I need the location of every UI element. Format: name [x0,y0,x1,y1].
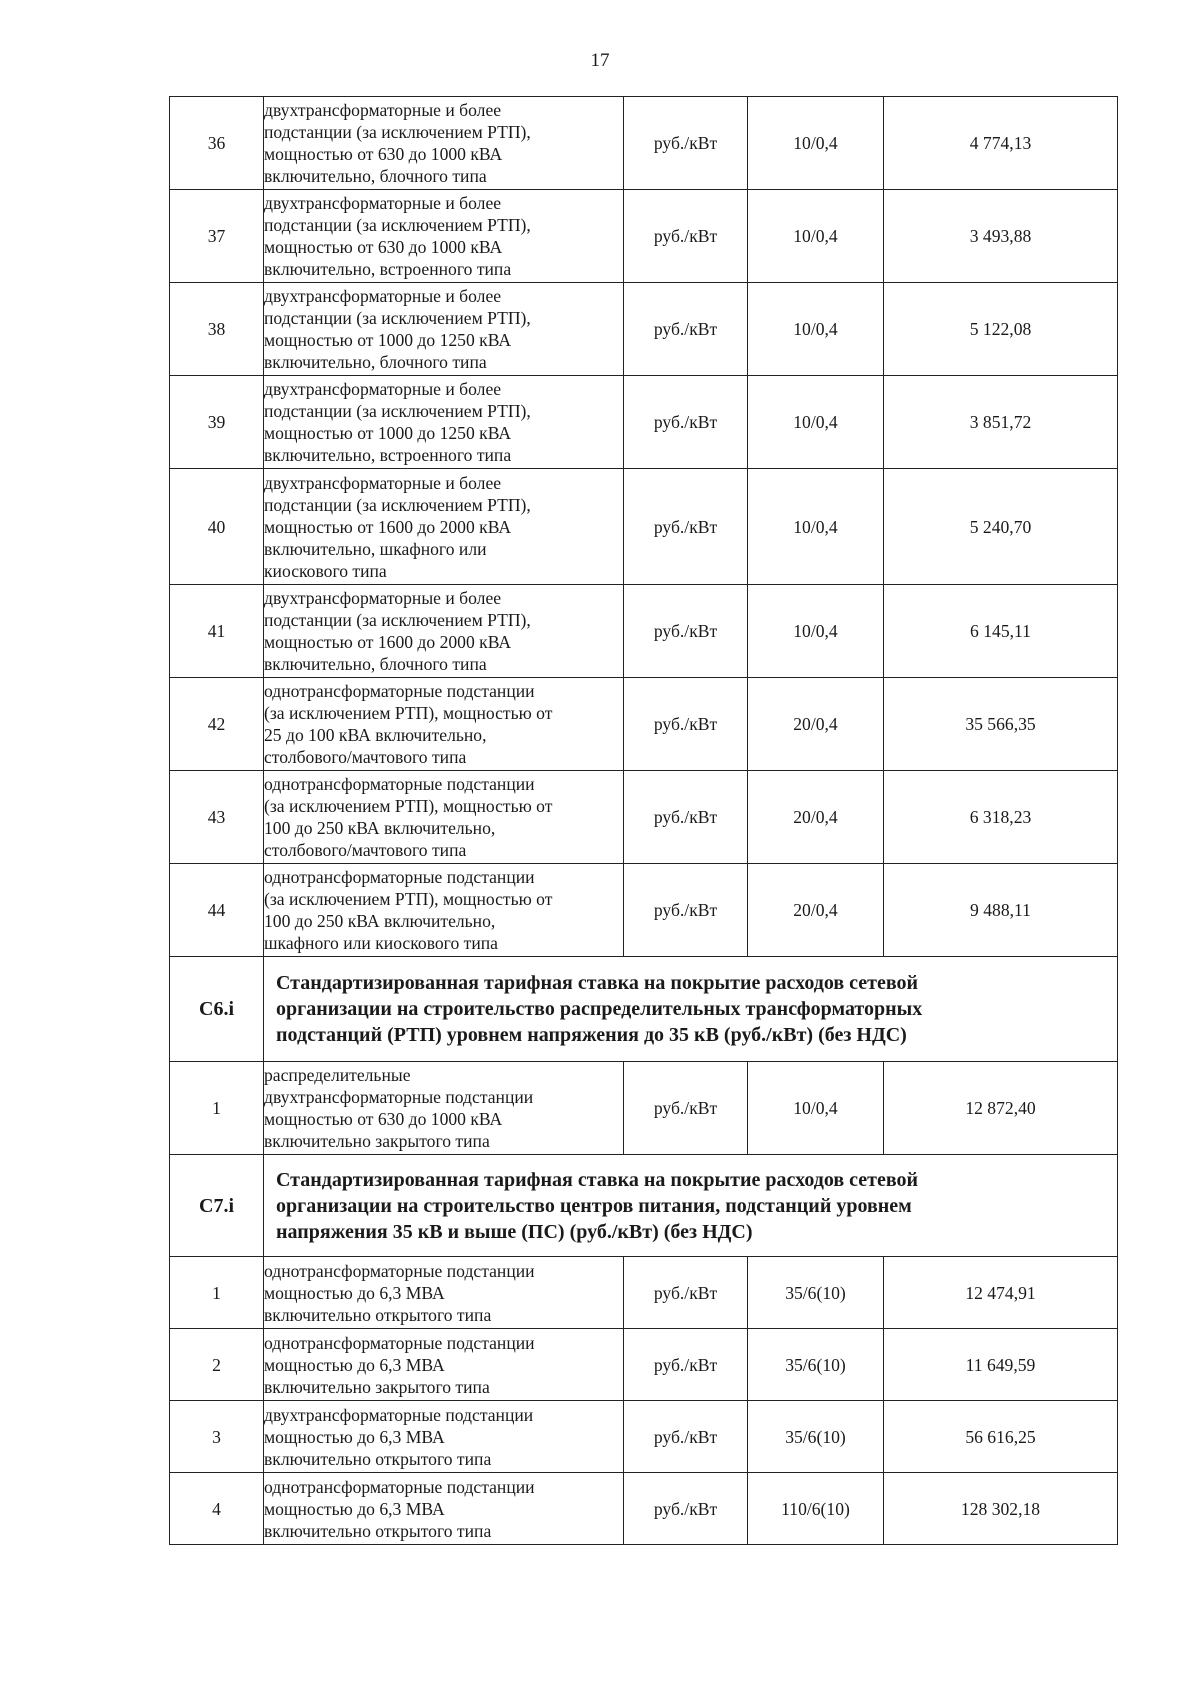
row-value: 35 566,35 [884,678,1118,771]
row-number: 38 [170,283,264,376]
row-number: 3 [170,1401,264,1473]
row-value: 9 488,11 [884,864,1118,957]
table-row [170,190,1118,283]
description-line: двухтрансформаторные и более [264,472,502,493]
row-number: 44 [170,864,264,957]
table-row [170,1257,1118,1329]
description-line: включительно, встроенного типа [264,445,512,465]
description-line: мощностью до 6,3 МВА [264,1426,445,1447]
row-unit: руб./кВт [624,190,748,283]
table-row [170,469,1118,585]
table-row [170,585,1118,678]
row-voltage: 10/0,4 [748,190,884,283]
row-unit: руб./кВт [624,469,748,585]
description-line: включительно закрытого типа [264,1131,490,1151]
description-line: включительно открытого типа [264,1304,492,1325]
description-line: однотрансформаторные подстанции [264,1260,535,1281]
description-line: мощностью от 1600 до 2000 кВА [264,516,512,537]
row-value: 11 649,59 [884,1329,1118,1401]
description-line: двухтрансформаторные и более [264,379,502,399]
section-title-line: организации на строительство распределительных трансформаторных [276,998,923,1020]
row-value: 12 872,40 [884,1062,1118,1155]
table-row [170,376,1118,469]
row-voltage: 10/0,4 [748,585,884,678]
description-line: 100 до 250 кВА включительно, [264,911,496,931]
row-description [264,376,624,469]
section-title-line: подстанций (РТП) уровнем напряжения до 35 кВ (руб./кВт) (без НДС) [276,1024,907,1046]
description-line: мощностью от 630 до 1000 кВА [264,144,503,164]
row-unit: руб./кВт [624,376,748,469]
row-value: 5 122,08 [884,283,1118,376]
row-unit: руб./кВт [624,1401,748,1473]
description-line: включительно, блочного типа [264,654,487,674]
row-description [264,1401,624,1473]
row-value: 3 851,72 [884,376,1118,469]
description-line: мощностью до 6,3 МВА [264,1354,445,1375]
table-row [170,283,1118,376]
row-unit: руб./кВт [624,1257,748,1329]
description-line: двухтрансформаторные и более [264,588,502,608]
row-description [264,469,624,585]
row-description [264,585,624,678]
row-voltage: 10/0,4 [748,1062,884,1155]
description-line: киоскового типа [264,560,387,581]
description-line: (за исключением РТП), мощностью от [264,889,553,909]
row-number: 36 [170,97,264,190]
row-voltage: 110/6(10) [748,1473,884,1545]
table-row [170,678,1118,771]
description-line: двухтрансформаторные и более [264,193,502,213]
row-voltage: 10/0,4 [748,376,884,469]
description-line: мощностью от 1000 до 1250 кВА [264,423,512,443]
description-line: мощностью до 6,3 МВА [264,1282,445,1303]
row-number: 40 [170,469,264,585]
description-line: (за исключением РТП), мощностью от [264,796,553,816]
row-unit: руб./кВт [624,1062,748,1155]
row-number: 37 [170,190,264,283]
row-voltage: 20/0,4 [748,864,884,957]
row-voltage: 10/0,4 [748,469,884,585]
row-number: 39 [170,376,264,469]
description-line: двухтрансформаторные и более [264,100,502,120]
row-number: 41 [170,585,264,678]
description-line: (за исключением РТП), мощностью от [264,703,553,723]
table-row [170,97,1118,190]
description-line: включительно открытого типа [264,1520,492,1541]
description-line: распределительные [264,1065,411,1085]
row-unit: руб./кВт [624,771,748,864]
description-line: мощностью от 630 до 1000 кВА [264,237,503,257]
description-line: однотрансформаторные подстанции [264,681,535,701]
row-value: 5 240,70 [884,469,1118,585]
section-header-row [170,1155,1118,1257]
row-number: 43 [170,771,264,864]
table-row [170,771,1118,864]
description-line: двухтрансформаторные подстанции [264,1087,534,1107]
description-line: включительно, встроенного типа [264,259,512,279]
table-row [170,1473,1118,1545]
description-line: включительно, блочного типа [264,352,487,372]
row-number: 42 [170,678,264,771]
row-value: 3 493,88 [884,190,1118,283]
row-description [264,864,624,957]
row-value: 6 318,23 [884,771,1118,864]
description-line: включительно, шкафного или [264,538,487,559]
description-line: включительно закрытого типа [264,1376,490,1397]
description-line: подстанции (за исключением РТП), [264,122,531,142]
row-value: 4 774,13 [884,97,1118,190]
section-title [264,957,1118,1062]
description-line: включительно, блочного типа [264,166,487,186]
tariff-table-body [170,97,1118,1545]
row-description [264,1473,624,1545]
description-line: столбового/мачтового типа [264,840,467,860]
row-voltage: 35/6(10) [748,1401,884,1473]
section-code: С6.i [170,957,264,1062]
row-number: 2 [170,1329,264,1401]
row-unit: руб./кВт [624,1473,748,1545]
description-line: подстанции (за исключением РТП), [264,308,531,328]
description-line: столбового/мачтового типа [264,747,467,767]
description-line: двухтрансформаторные подстанции [264,1404,534,1425]
row-voltage: 20/0,4 [748,678,884,771]
row-description [264,1257,624,1329]
description-line: двухтрансформаторные и более [264,286,502,306]
row-description [264,97,624,190]
section-title [264,1155,1118,1257]
row-description [264,1329,624,1401]
row-unit: руб./кВт [624,1329,748,1401]
description-line: 25 до 100 кВА включительно, [264,725,487,745]
section-code: С7.i [170,1155,264,1257]
page-number: 17 [590,50,610,71]
description-line: подстанции (за исключением РТП), [264,494,531,515]
row-unit: руб./кВт [624,97,748,190]
row-value: 128 302,18 [884,1473,1118,1545]
row-value: 12 474,91 [884,1257,1118,1329]
description-line: однотрансформаторные подстанции [264,867,535,887]
description-line: однотрансформаторные подстанции [264,774,535,794]
row-description [264,678,624,771]
row-unit: руб./кВт [624,678,748,771]
row-description [264,190,624,283]
description-line: мощностью от 1600 до 2000 кВА [264,632,512,652]
table-row [170,1329,1118,1401]
description-line: мощностью от 630 до 1000 кВА [264,1109,503,1129]
description-line: однотрансформаторные подстанции [264,1332,535,1353]
description-line: включительно открытого типа [264,1448,492,1469]
row-number: 1 [170,1257,264,1329]
row-number: 1 [170,1062,264,1155]
row-description [264,1062,624,1155]
description-line: подстанции (за исключением РТП), [264,215,531,235]
table-row [170,864,1118,957]
table-row [170,1401,1118,1473]
row-voltage: 10/0,4 [748,283,884,376]
row-voltage: 10/0,4 [748,97,884,190]
row-description [264,771,624,864]
row-voltage: 35/6(10) [748,1329,884,1401]
row-value: 56 616,25 [884,1401,1118,1473]
description-line: подстанции (за исключением РТП), [264,401,531,421]
section-title-line: Стандартизированная тарифная ставка на покрытие расходов сетевой [276,972,919,994]
description-line: мощностью от 1000 до 1250 кВА [264,330,512,350]
table-row [170,1062,1118,1155]
section-title-line: Стандартизированная тарифная ставка на покрытие расходов сетевой [276,1168,919,1191]
row-value: 6 145,11 [884,585,1118,678]
description-line: подстанции (за исключением РТП), [264,610,531,630]
section-title-line: организации на строительство центров питания, подстанций уровнем [276,1194,912,1217]
row-voltage: 35/6(10) [748,1257,884,1329]
row-description [264,283,624,376]
description-line: 100 до 250 кВА включительно, [264,818,496,838]
section-title-line: напряжения 35 кВ и выше (ПС) (руб./кВт) (без НДС) [276,1220,753,1243]
section-header-row [170,957,1118,1062]
description-line: мощностью до 6,3 МВА [264,1498,445,1519]
row-unit: руб./кВт [624,864,748,957]
row-voltage: 20/0,4 [748,771,884,864]
row-unit: руб./кВт [624,283,748,376]
row-unit: руб./кВт [624,585,748,678]
description-line: шкафного или киоскового типа [264,933,498,953]
row-number: 4 [170,1473,264,1545]
tariff-table [169,96,1118,1545]
description-line: однотрансформаторные подстанции [264,1476,535,1497]
